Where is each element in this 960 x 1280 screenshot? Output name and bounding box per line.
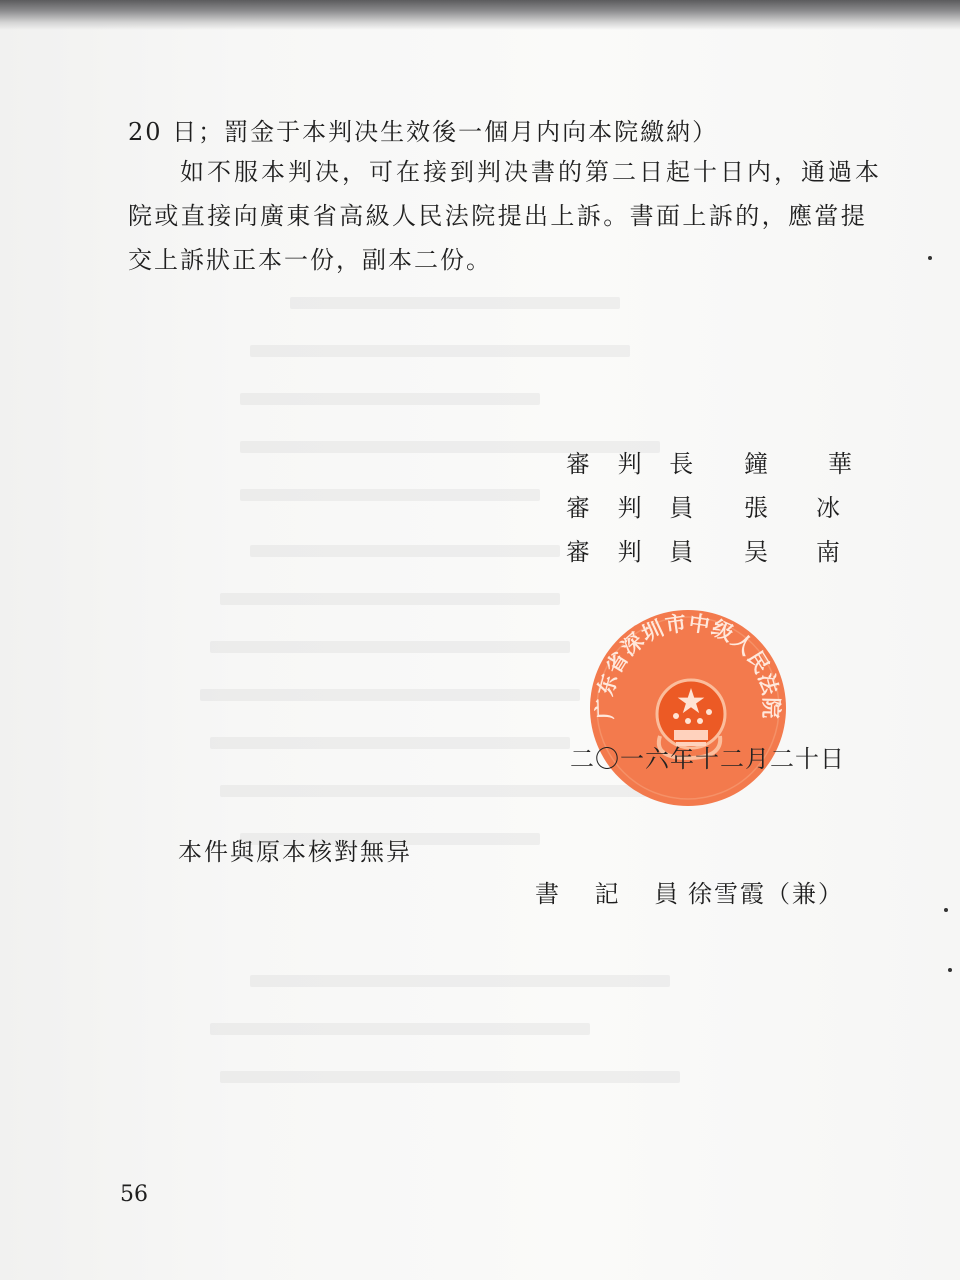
bleed-through-line [220,785,650,797]
clerk-title: 書 記 員 [535,880,693,908]
bleed-through-line [250,345,630,357]
signatory-title: 審 判 員 [566,494,704,522]
bleed-through-line [200,689,580,701]
ink-speck [948,968,952,972]
clerk-name: 徐雪霞（兼） [688,880,844,908]
bleed-through-line [250,975,670,987]
judgment-date: 二〇一六年十二月二十日 [570,745,845,773]
signatory-title: 審 判 長 [566,450,704,478]
bleed-through-line [240,393,540,405]
page-top-shadow [0,0,960,30]
body-line: 交上訴狀正本一份，副本二份。 [128,246,492,274]
body-line: 如不服本判决，可在接到判决書的第二日起十日内，通過本 [180,158,882,186]
seal-text: 广东省深圳市中级人民法院 [591,609,785,720]
bleed-through-line [210,1023,590,1035]
bleed-through-line [210,737,570,749]
bleed-through-line [220,1071,680,1083]
signatory-title: 審 判 員 [566,538,704,566]
bleed-through-line [240,489,540,501]
ink-speck [944,908,948,912]
bleed-through-line [210,641,570,653]
ink-speck [928,256,932,260]
body-line: 院或直接向廣東省高級人民法院提出上訴。書面上訴的，應當提 [128,202,868,230]
bleed-through-line [290,297,620,309]
court-seal [588,608,788,808]
signatory-name: 鐘 華 [744,450,856,478]
page-number: 56 [120,1182,148,1207]
body-line: 20 日；罰金于本判决生效後一個月内向本院繳納） [128,118,719,146]
bleed-through-line [220,593,560,605]
certification-text: 本件與原本核對無异 [178,838,412,866]
bleed-through-line [250,545,560,557]
signatory-name: 張 冰 [744,494,852,522]
signatory-name: 吴 南 [744,538,852,566]
